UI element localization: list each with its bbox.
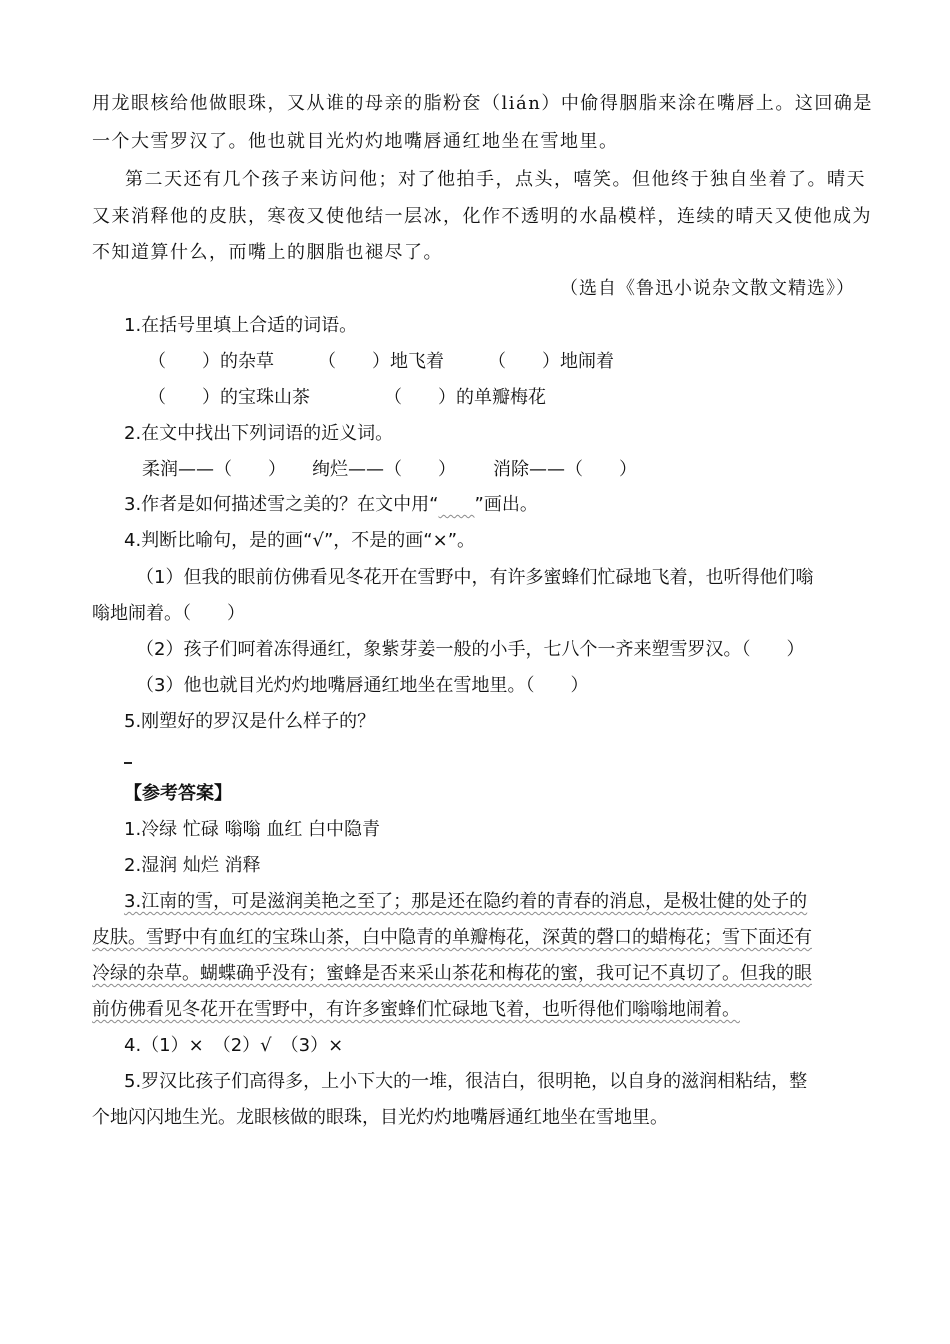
q1-blank-2: （ ）地飞着 (318, 351, 444, 372)
q1-blank-4: （ ）的宝珠山茶 (148, 387, 310, 408)
answer-blank-dash (124, 762, 132, 764)
answer-4: 4.（1）× （2）√ （3）× (124, 1035, 344, 1056)
question-3 (124, 493, 538, 517)
passage-line-5: 不知道算什么，而嘴上的胭脂也褪尽了。 (92, 242, 443, 263)
question-4-title: 4.判断比喻句，是的画“√”，不是的画“×”。 (124, 530, 476, 551)
passage-line-2: 一个大雪罗汉了。他也就目光灼灼地嘴唇通红地坐在雪地里。 (92, 131, 619, 152)
passage-source: （选自《鲁迅小说杂文散文精选》） (560, 278, 855, 299)
passage-line-3: 第二天还有几个孩子来访问他；对了他拍手，点头，嘻笑。但他终于独自坐着了。晴天 (125, 169, 866, 190)
q4-sentence-3: （3）他也就目光灼灼地嘴唇通红地坐在雪地里。（ ） (136, 675, 589, 696)
answer-3-line-1: 3.江南的雪，可是滋润美艳之至了；那是还在隐约着的青春的消息，是极壮健的处子的 (124, 891, 808, 912)
question-2-title: 2.在文中找出下列词语的近义词。 (124, 423, 394, 444)
passage-line-1: 用龙眼核给他做眼珠，又从谁的母亲的脂粉奁（lián）中偷得胭脂来涂在嘴唇上。这回确是 (92, 93, 873, 114)
answer-3-line-3: 冷绿的杂草。蝴蝶确乎没有；蜜蜂是否来采山茶花和梅花的蜜，我可记不真切了。但我的眼 (92, 963, 812, 984)
q3-prefix: 3.作者是如何描述雪之美的？在文中用“ (124, 494, 439, 515)
q2-item-1: 柔润——（ ） (142, 459, 286, 480)
passage-line-4: 又来消释他的皮肤，寒夜又使他结一层冰，化作不透明的水晶模样，连续的晴天又使他成为 (92, 206, 872, 227)
question-5-title: 5.刚塑好的罗汉是什么样子的？ (124, 711, 376, 732)
q4-sentence-1a: （1）但我的眼前仿佛看见冬花开在雪野中，有许多蜜蜂们忙碌地飞着，也听得他们嗡 (136, 567, 814, 588)
question-1-title: 1.在括号里填上合适的词语。 (124, 315, 358, 336)
answer-2: 2.湿润 灿烂 消释 (124, 855, 261, 876)
q2-item-2: 绚烂——（ ） (312, 459, 456, 480)
q3-suffix: ”画出。 (474, 494, 538, 515)
q1-blank-3: （ ）地闹着 (488, 351, 614, 372)
answer-5-line-2: 个地闪闪地生光。龙眼核做的眼珠，目光灼灼地嘴唇通红地坐在雪地里。 (92, 1107, 668, 1128)
answer-3-line-2: 皮肤。雪野中有血红的宝珠山茶，白中隐青的单瓣梅花，深黄的磬口的蜡梅花；雪下面还有 (92, 927, 812, 948)
q1-blank-5: （ ）的单瓣梅花 (384, 387, 546, 408)
q4-sentence-2: （2）孩子们呵着冻得通红，象紫芽姜一般的小手，七八个一齐来塑雪罗汉。（ ） (136, 639, 805, 660)
q3-wavy-mark (439, 494, 475, 515)
q2-item-3: 消除——（ ） (493, 459, 637, 480)
q4-sentence-1b: 嗡地闹着。（ ） (92, 603, 245, 624)
q1-blank-1: （ ）的杂草 (148, 351, 274, 372)
answers-heading: 【参考答案】 (124, 783, 232, 804)
answer-3-line-4: 前仿佛看见冬花开在雪野中，有许多蜜蜂们忙碌地飞着，也听得他们嗡嗡地闹着。 (92, 999, 740, 1020)
answer-1: 1.冷绿 忙碌 嗡嗡 血红 白中隐青 (124, 819, 381, 840)
answer-5-line-1: 5.罗汉比孩子们高得多，上小下大的一堆，很洁白，很明艳，以自身的滋润相粘结，整 (124, 1071, 808, 1092)
